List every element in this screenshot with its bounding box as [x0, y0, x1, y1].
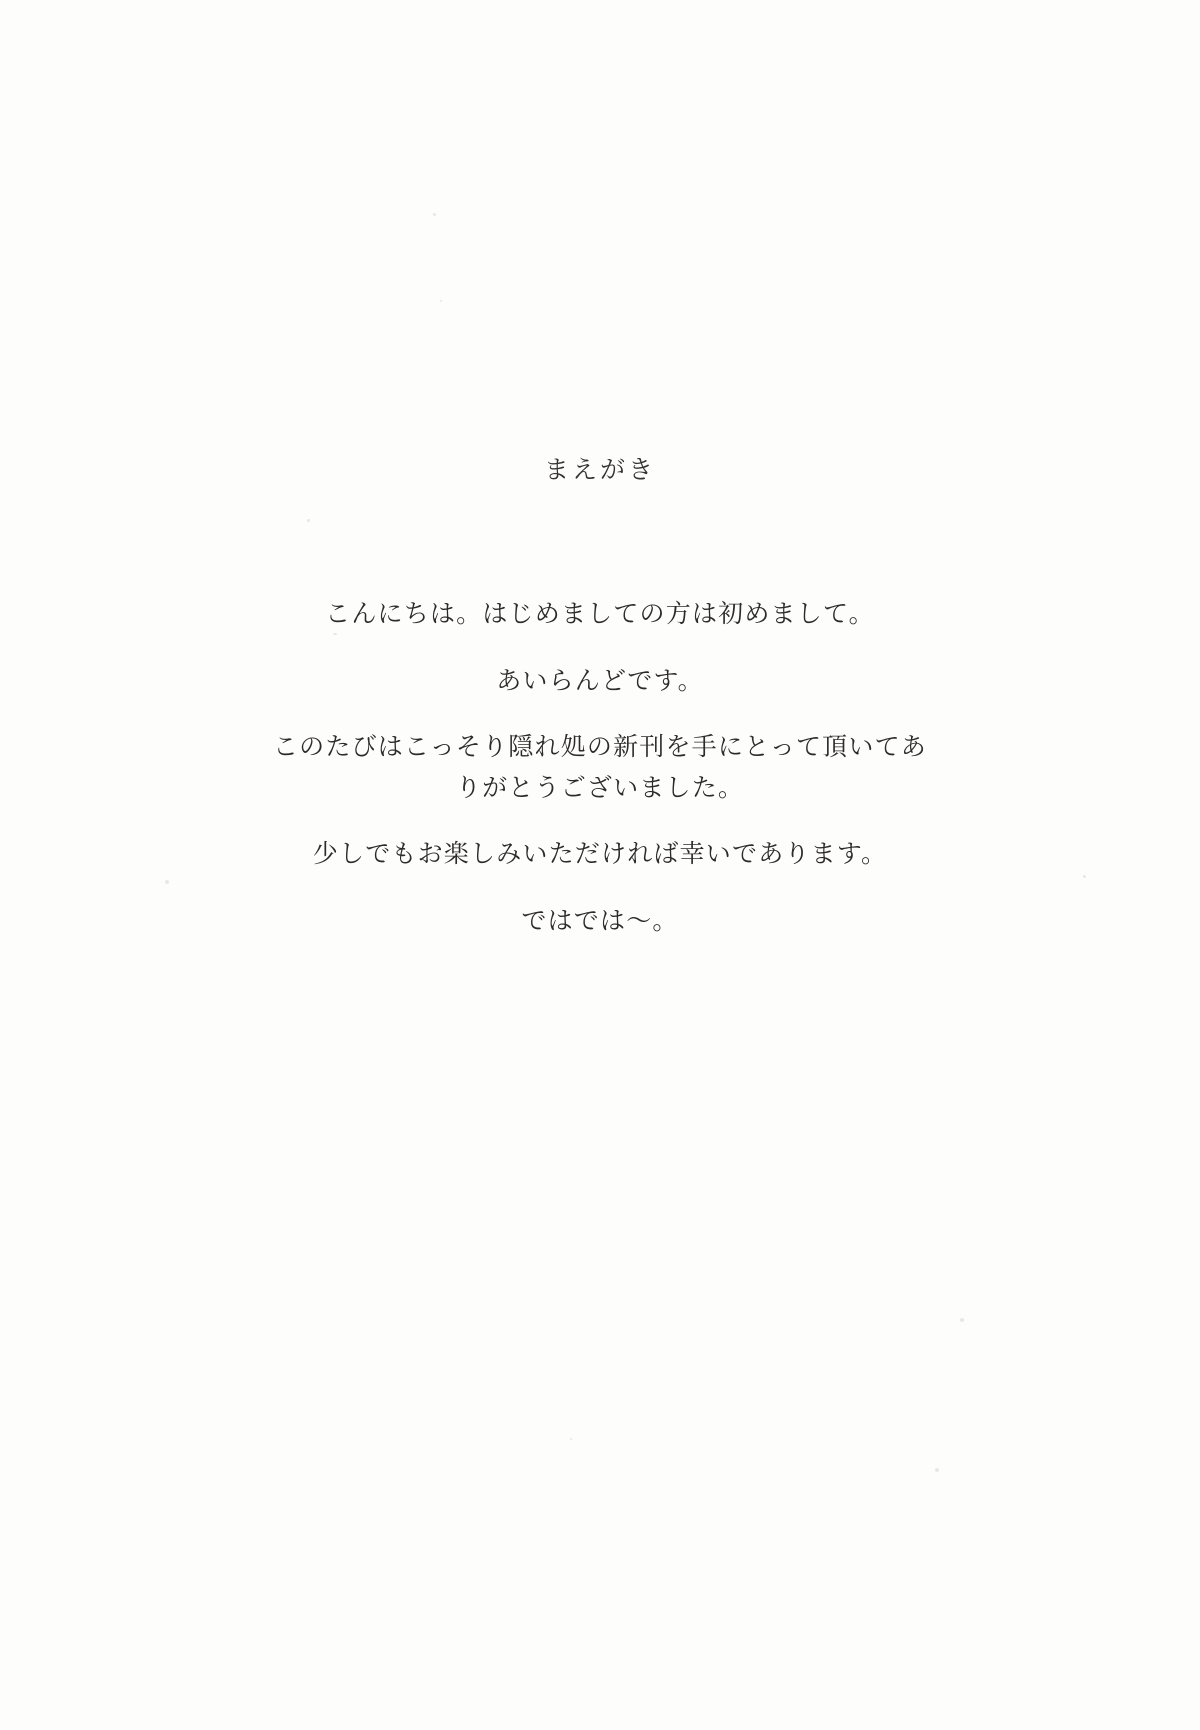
paper-speck: [935, 1468, 939, 1472]
paragraph: あいらんどです。: [496, 665, 704, 695]
preface-text-block: [0, 594, 1200, 941]
paragraph: ではでは〜。: [521, 905, 679, 935]
paragraph: このたびはこっそり隠れ処の新刊を手にとって頂いてありがとうございました。: [272, 732, 927, 802]
paragraph: こんにちは。はじめましての方は初めまして。: [325, 599, 875, 628]
paper-speck: [960, 1318, 964, 1322]
page-title: まえがき: [543, 455, 656, 484]
paragraph: 少しでもお楽しみいただければ幸いであります。: [312, 839, 888, 868]
paper-speck: [570, 1438, 572, 1440]
